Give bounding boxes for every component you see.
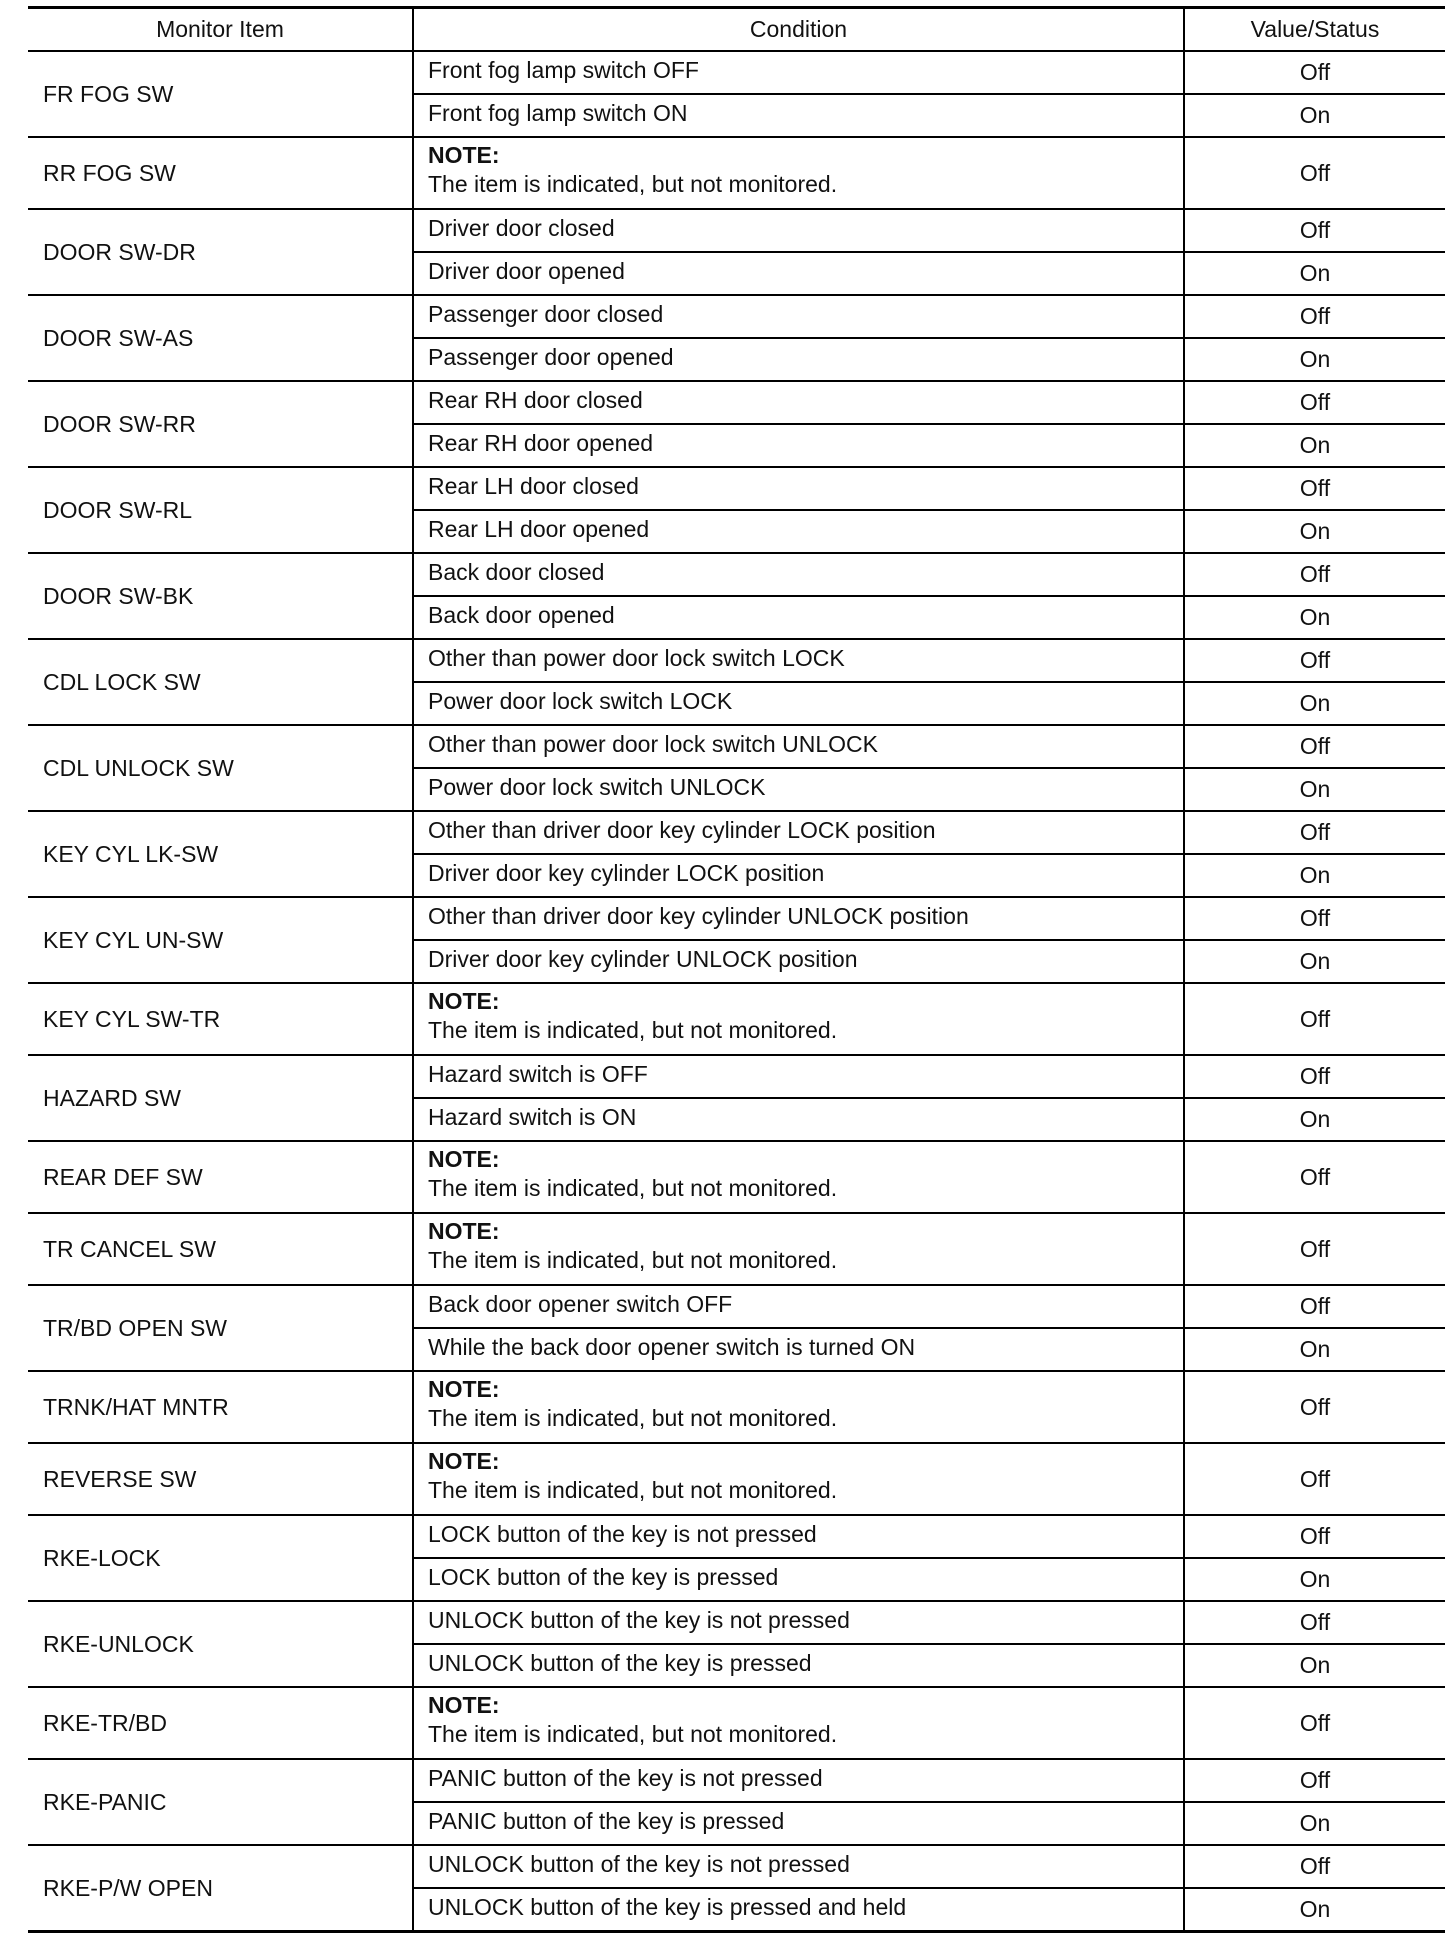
condition-cell — [413, 252, 1184, 295]
condition-text: Back door closed — [428, 559, 605, 585]
monitor-item-cell: DOOR SW-BK — [28, 553, 413, 639]
value-status-cell: Off — [1184, 639, 1445, 682]
monitor-item-cell: REAR DEF SW — [28, 1141, 413, 1213]
condition-text: Power door lock switch UNLOCK — [428, 774, 766, 800]
condition-text: UNLOCK button of the key is not pressed — [428, 1851, 850, 1877]
condition-text: Rear RH door opened — [428, 430, 654, 456]
table-row — [28, 1759, 1445, 1802]
table-row — [28, 1443, 1445, 1515]
value-status-cell: On — [1184, 1328, 1445, 1371]
condition-text: Other than driver door key cylinder UNLOCK position — [428, 903, 969, 929]
value-status-cell: On — [1184, 510, 1445, 553]
monitor-item-cell: KEY CYL SW-TR — [28, 983, 413, 1055]
condition-text: Driver door key cylinder LOCK position — [428, 860, 825, 886]
condition-cell — [413, 209, 1184, 252]
note-text: The item is indicated, but not monitored. — [428, 1405, 838, 1431]
condition-cell — [413, 137, 1184, 209]
note-label: NOTE: — [428, 1146, 500, 1172]
condition-cell — [413, 1328, 1184, 1371]
condition-text: Driver door opened — [428, 258, 625, 284]
condition-text: Hazard switch is ON — [428, 1104, 637, 1130]
value-status-cell: Off — [1184, 381, 1445, 424]
value-status-cell: On — [1184, 1644, 1445, 1687]
header-value-status: Value/Status — [1184, 8, 1445, 52]
table-row — [28, 1371, 1445, 1443]
monitor-item-cell: TRNK/HAT MNTR — [28, 1371, 413, 1443]
monitor-item-cell: TR CANCEL SW — [28, 1213, 413, 1285]
condition-text: Rear RH door closed — [428, 387, 643, 413]
value-status-cell: Off — [1184, 137, 1445, 209]
condition-cell — [413, 1515, 1184, 1558]
table-header-row — [28, 8, 1445, 52]
condition-text: UNLOCK button of the key is not pressed — [428, 1607, 850, 1633]
condition-cell — [413, 940, 1184, 983]
condition-cell — [413, 854, 1184, 897]
value-status-cell: Off — [1184, 725, 1445, 768]
value-status-cell: Off — [1184, 1141, 1445, 1213]
monitor-item-cell: DOOR SW-RL — [28, 467, 413, 553]
note-text: The item is indicated, but not monitored. — [428, 171, 838, 197]
condition-text: Back door opener switch OFF — [428, 1291, 733, 1317]
table-row — [28, 1515, 1445, 1558]
table-row — [28, 1213, 1445, 1285]
condition-text: LOCK button of the key is pressed — [428, 1564, 779, 1590]
table-body — [28, 51, 1445, 1932]
note-label: NOTE: — [428, 1218, 500, 1244]
condition-cell — [413, 1443, 1184, 1515]
note-label: NOTE: — [428, 1376, 500, 1402]
note-text: The item is indicated, but not monitored. — [428, 1721, 838, 1747]
condition-text: Back door opened — [428, 602, 615, 628]
condition-cell — [413, 381, 1184, 424]
monitor-item-cell: DOOR SW-RR — [28, 381, 413, 467]
value-status-cell: On — [1184, 682, 1445, 725]
condition-cell — [413, 295, 1184, 338]
monitor-item-cell: FR FOG SW — [28, 51, 413, 137]
condition-cell — [413, 1285, 1184, 1328]
monitor-item-cell: RR FOG SW — [28, 137, 413, 209]
condition-cell — [413, 725, 1184, 768]
condition-text: Rear LH door opened — [428, 516, 650, 542]
note-text: The item is indicated, but not monitored. — [428, 1247, 838, 1273]
condition-text: UNLOCK button of the key is pressed and held — [428, 1894, 907, 1920]
condition-cell — [413, 1644, 1184, 1687]
condition-cell — [413, 467, 1184, 510]
condition-text: UNLOCK button of the key is pressed — [428, 1650, 812, 1676]
condition-text: Other than power door lock switch UNLOCK — [428, 731, 878, 757]
condition-cell — [413, 639, 1184, 682]
table-row — [28, 209, 1445, 252]
note-label: NOTE: — [428, 142, 500, 168]
monitor-item-cell: TR/BD OPEN SW — [28, 1285, 413, 1371]
value-status-cell: On — [1184, 94, 1445, 137]
table-row — [28, 1055, 1445, 1098]
table-row — [28, 1845, 1445, 1888]
condition-cell — [413, 1601, 1184, 1644]
value-status-cell: On — [1184, 768, 1445, 811]
table-row — [28, 983, 1445, 1055]
value-status-cell: Off — [1184, 1213, 1445, 1285]
value-status-cell: On — [1184, 424, 1445, 467]
monitor-item-cell: CDL UNLOCK SW — [28, 725, 413, 811]
condition-cell — [413, 424, 1184, 467]
value-status-cell: Off — [1184, 467, 1445, 510]
value-status-cell: On — [1184, 596, 1445, 639]
monitor-item-cell: REVERSE SW — [28, 1443, 413, 1515]
header-condition: Condition — [413, 8, 1184, 52]
table-row — [28, 1285, 1445, 1328]
table-row — [28, 639, 1445, 682]
condition-text: While the back door opener switch is turned ON — [428, 1334, 916, 1360]
condition-text: Rear LH door closed — [428, 473, 639, 499]
condition-cell — [413, 510, 1184, 553]
note-label: NOTE: — [428, 1448, 500, 1474]
condition-cell — [413, 1687, 1184, 1759]
table-row — [28, 1601, 1445, 1644]
condition-cell — [413, 1888, 1184, 1932]
note-label: NOTE: — [428, 988, 500, 1014]
condition-cell — [413, 1213, 1184, 1285]
condition-text: Front fog lamp switch ON — [428, 100, 688, 126]
monitor-item-cell: CDL LOCK SW — [28, 639, 413, 725]
value-status-cell: Off — [1184, 553, 1445, 596]
condition-text: LOCK button of the key is not pressed — [428, 1521, 817, 1547]
value-status-cell: Off — [1184, 1601, 1445, 1644]
monitor-item-cell: HAZARD SW — [28, 1055, 413, 1141]
condition-cell — [413, 1759, 1184, 1802]
value-status-cell: Off — [1184, 1443, 1445, 1515]
monitor-item-cell: RKE-UNLOCK — [28, 1601, 413, 1687]
condition-cell — [413, 338, 1184, 381]
value-status-cell: On — [1184, 1802, 1445, 1845]
value-status-cell: Off — [1184, 1515, 1445, 1558]
table-row — [28, 295, 1445, 338]
monitor-item-cell: RKE-TR/BD — [28, 1687, 413, 1759]
condition-text: Driver door closed — [428, 215, 615, 241]
value-status-cell: On — [1184, 252, 1445, 295]
table-row — [28, 137, 1445, 209]
condition-text: Other than power door lock switch LOCK — [428, 645, 845, 671]
value-status-cell: On — [1184, 854, 1445, 897]
monitor-item-cell: RKE-P/W OPEN — [28, 1845, 413, 1932]
table-row — [28, 897, 1445, 940]
note-label: NOTE: — [428, 1692, 500, 1718]
table-row — [28, 725, 1445, 768]
monitor-item-cell: KEY CYL UN-SW — [28, 897, 413, 983]
monitor-item-cell: RKE-PANIC — [28, 1759, 413, 1845]
condition-cell — [413, 94, 1184, 137]
value-status-cell: Off — [1184, 811, 1445, 854]
value-status-cell: On — [1184, 940, 1445, 983]
table-row — [28, 381, 1445, 424]
note-text: The item is indicated, but not monitored. — [428, 1017, 838, 1043]
table-row — [28, 553, 1445, 596]
value-status-cell: On — [1184, 1098, 1445, 1141]
condition-cell — [413, 1141, 1184, 1213]
value-status-cell: On — [1184, 1888, 1445, 1932]
value-status-cell: Off — [1184, 295, 1445, 338]
table-row — [28, 1687, 1445, 1759]
value-status-cell: Off — [1184, 1759, 1445, 1802]
value-status-cell: Off — [1184, 983, 1445, 1055]
note-text: The item is indicated, but not monitored. — [428, 1175, 838, 1201]
condition-text: Power door lock switch LOCK — [428, 688, 733, 714]
condition-cell — [413, 1098, 1184, 1141]
condition-cell — [413, 811, 1184, 854]
note-text: The item is indicated, but not monitored. — [428, 1477, 838, 1503]
value-status-cell: Off — [1184, 1687, 1445, 1759]
condition-cell — [413, 897, 1184, 940]
value-status-cell: On — [1184, 338, 1445, 381]
condition-text: Front fog lamp switch OFF — [428, 57, 699, 83]
value-status-cell: Off — [1184, 1371, 1445, 1443]
value-status-cell: Off — [1184, 897, 1445, 940]
condition-text: PANIC button of the key is not pressed — [428, 1765, 823, 1791]
condition-cell — [413, 553, 1184, 596]
condition-cell — [413, 983, 1184, 1055]
condition-cell — [413, 596, 1184, 639]
value-status-cell: Off — [1184, 1285, 1445, 1328]
table-row — [28, 811, 1445, 854]
condition-text: Hazard switch is OFF — [428, 1061, 648, 1087]
table-row — [28, 467, 1445, 510]
monitor-item-table — [28, 6, 1445, 1933]
condition-text: PANIC button of the key is pressed — [428, 1808, 785, 1834]
monitor-item-cell: RKE-LOCK — [28, 1515, 413, 1601]
monitor-item-cell: DOOR SW-DR — [28, 209, 413, 295]
condition-cell — [413, 768, 1184, 811]
header-monitor-item: Monitor Item — [28, 8, 413, 52]
condition-cell — [413, 1558, 1184, 1601]
condition-text: Driver door key cylinder UNLOCK position — [428, 946, 858, 972]
condition-text: Other than driver door key cylinder LOCK position — [428, 817, 936, 843]
condition-text: Passenger door opened — [428, 344, 674, 370]
value-status-cell: Off — [1184, 209, 1445, 252]
value-status-cell: Off — [1184, 51, 1445, 94]
monitor-item-cell: KEY CYL LK-SW — [28, 811, 413, 897]
condition-cell — [413, 682, 1184, 725]
table-row — [28, 1141, 1445, 1213]
condition-cell — [413, 1055, 1184, 1098]
table-row — [28, 51, 1445, 94]
condition-cell — [413, 51, 1184, 94]
condition-text: Passenger door closed — [428, 301, 664, 327]
value-status-cell: Off — [1184, 1845, 1445, 1888]
monitor-item-cell: DOOR SW-AS — [28, 295, 413, 381]
value-status-cell: Off — [1184, 1055, 1445, 1098]
condition-cell — [413, 1371, 1184, 1443]
condition-cell — [413, 1802, 1184, 1845]
condition-cell — [413, 1845, 1184, 1888]
value-status-cell: On — [1184, 1558, 1445, 1601]
